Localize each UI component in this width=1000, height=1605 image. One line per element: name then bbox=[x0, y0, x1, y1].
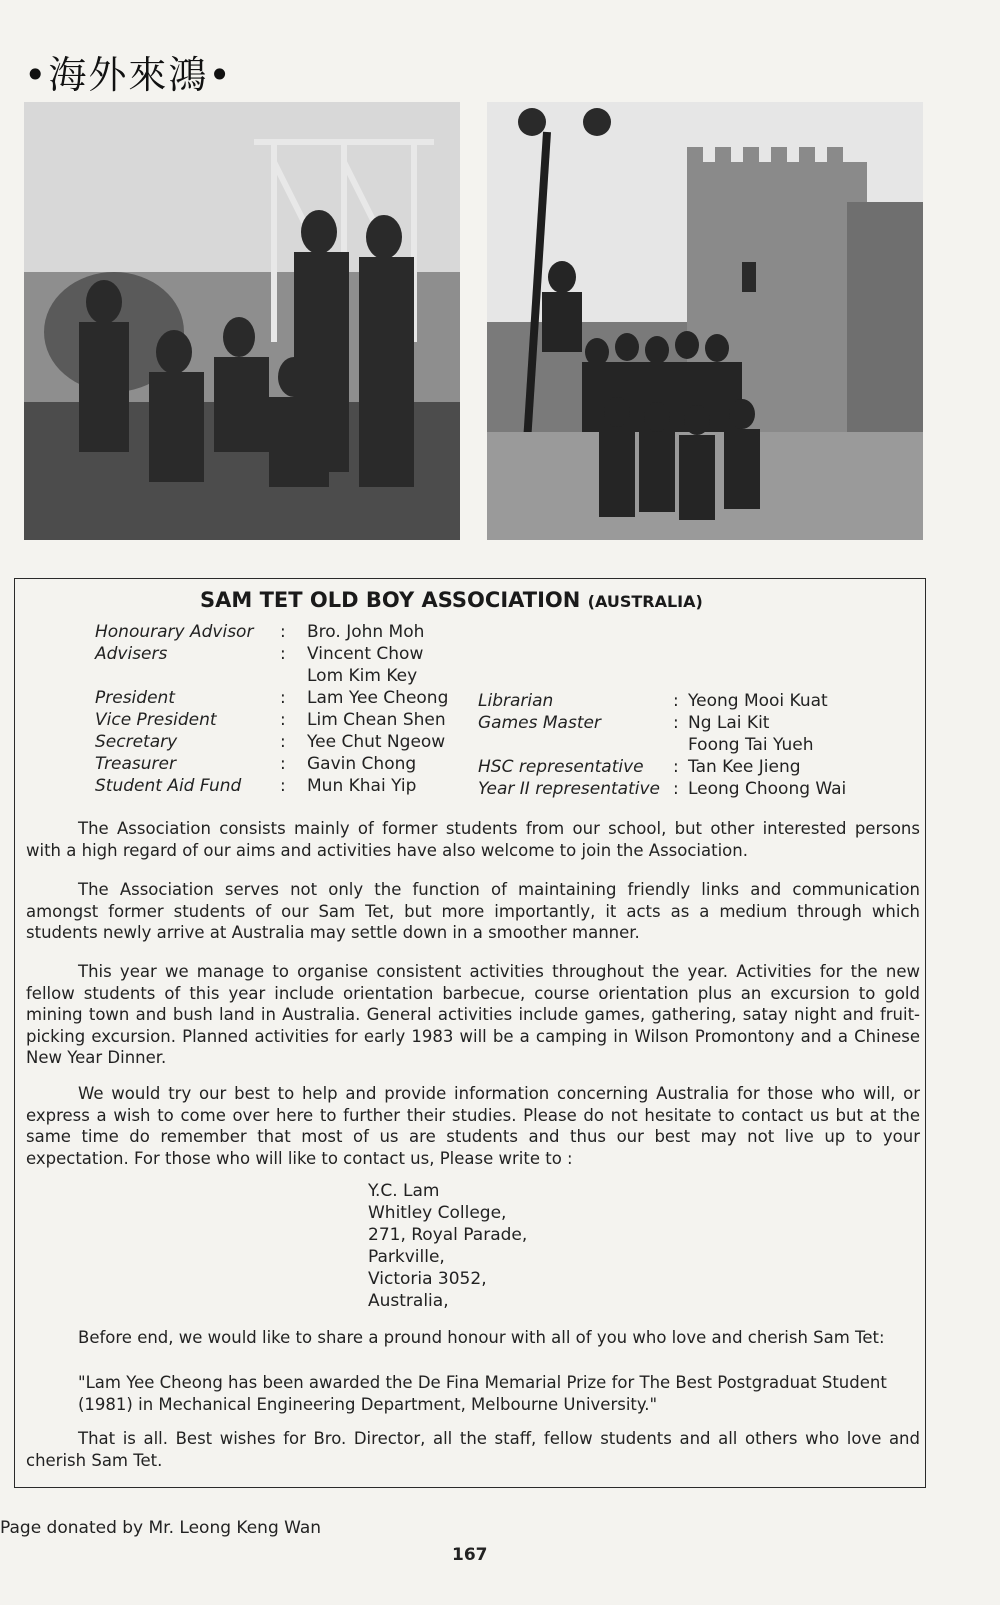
closing-intro-text: Before end, we would like to share a pround honour with all of you who love and cherish Sam Tet: bbox=[78, 1328, 885, 1347]
closing-intro bbox=[26, 1327, 920, 1349]
closing-final-text: That is all. Best wishes for Bro. Director, all the staff, fellow students and all others who love and cherish Sam Tet. bbox=[26, 1429, 920, 1470]
paragraph bbox=[26, 818, 920, 861]
official-separator: : bbox=[673, 757, 679, 777]
contact-address bbox=[368, 1180, 527, 1312]
association-name: SAM TET OLD BOY ASSOCIATION bbox=[200, 588, 581, 612]
official-name: Lim Chean Shen bbox=[307, 710, 446, 730]
official-separator: : bbox=[280, 622, 286, 642]
official-name: Tan Kee Jieng bbox=[688, 757, 801, 777]
paragraph bbox=[26, 961, 920, 1069]
official-name: Bro. John Moh bbox=[307, 622, 425, 642]
paragraph bbox=[26, 879, 920, 944]
official-role: Secretary bbox=[95, 732, 178, 752]
page-number: 167 bbox=[452, 1545, 488, 1565]
official-separator: : bbox=[673, 779, 679, 799]
association-country: (AUSTRALIA) bbox=[587, 592, 703, 611]
association-title bbox=[200, 588, 703, 612]
official-role: Treasurer bbox=[95, 754, 176, 774]
official-name: Yeong Mooi Kuat bbox=[688, 691, 828, 711]
official-separator: : bbox=[280, 688, 286, 708]
official-separator: : bbox=[280, 732, 286, 752]
closing-final bbox=[26, 1428, 920, 1471]
official-name: Ng Lai Kit bbox=[688, 713, 770, 733]
address-line: 271, Royal Parade, bbox=[368, 1225, 528, 1245]
official-name: Foong Tai Yueh bbox=[688, 735, 814, 755]
address-line: Victoria 3052, bbox=[368, 1269, 487, 1289]
group-photo-right-image bbox=[487, 102, 923, 540]
award-quote: "Lam Yee Cheong has been awarded the De Fina Memarial Prize for The Best Postgraduat Student (1981) in Mechanical Engineering Department, Melbourne University." bbox=[78, 1373, 887, 1414]
official-name: Lom Kim Key bbox=[307, 666, 418, 686]
official-role: Vice President bbox=[95, 710, 217, 730]
official-separator: : bbox=[673, 713, 679, 733]
donation-note: Page donated by Mr. Leong Keng Wan bbox=[0, 1518, 322, 1538]
paragraph bbox=[26, 1083, 920, 1169]
official-separator: : bbox=[280, 644, 286, 664]
official-role: Honourary Advisor bbox=[95, 622, 254, 642]
official-role: Year II representative bbox=[478, 779, 660, 799]
page-header-title: •海外來鴻• bbox=[24, 53, 233, 97]
official-separator: : bbox=[280, 754, 286, 774]
official-name: Gavin Chong bbox=[307, 754, 417, 774]
group-photo-left-image bbox=[24, 102, 460, 540]
paragraph-text: The Association consists mainly of former students from our school, but other interested persons with a high regard of our aims and activities have also welcome to join the Association. bbox=[26, 819, 920, 860]
official-name: Vincent Chow bbox=[307, 644, 424, 664]
address-line: Australia, bbox=[368, 1291, 449, 1311]
paragraph-text: The Association serves not only the function of maintaining friendly links and communication amongst former students of our Sam Tet, but more importantly, it acts as a medium through which students newly arrive at Australia may settle down in a smoother manner. bbox=[26, 880, 920, 942]
official-role: HSC representative bbox=[478, 757, 644, 777]
group-photo-right bbox=[487, 102, 923, 540]
address-line: Parkville, bbox=[368, 1247, 445, 1267]
official-role: President bbox=[95, 688, 175, 708]
official-name: Leong Choong Wai bbox=[688, 779, 847, 799]
official-role: Librarian bbox=[478, 691, 554, 711]
official-name: Lam Yee Cheong bbox=[307, 688, 449, 708]
group-photo-left bbox=[24, 102, 460, 540]
address-line: Y.C. Lam bbox=[368, 1181, 440, 1201]
official-role: Advisers bbox=[95, 644, 168, 664]
official-separator: : bbox=[673, 691, 679, 711]
paragraph-text: We would try our best to help and provide information concerning Australia for those who will, or express a wish to come over here to further their studies. Please do not hesitate to contact us but at the same time do remember that most of us are students and thus our best may not live up to your expectation. For those who will like to contact us, Please write to : bbox=[26, 1084, 920, 1168]
official-name: Yee Chut Ngeow bbox=[307, 732, 446, 752]
official-separator: : bbox=[280, 710, 286, 730]
official-separator: : bbox=[280, 776, 286, 796]
official-role: Student Aid Fund bbox=[95, 776, 242, 796]
official-role: Games Master bbox=[478, 713, 601, 733]
paragraph-text: This year we manage to organise consistent activities throughout the year. Activities for the new fellow students of this year include orientation barbecue, course orientation plus an excursion to gold mining town and bush land in Australia. General activities include games, gathering, satay night and fruit-picking excursion. Planned activities for early 1983 will be a camping in Wilson Promontony and a Chinese New Year Dinner. bbox=[26, 962, 920, 1067]
address-line: Whitley College, bbox=[368, 1203, 507, 1223]
official-name: Mun Khai Yip bbox=[307, 776, 417, 796]
